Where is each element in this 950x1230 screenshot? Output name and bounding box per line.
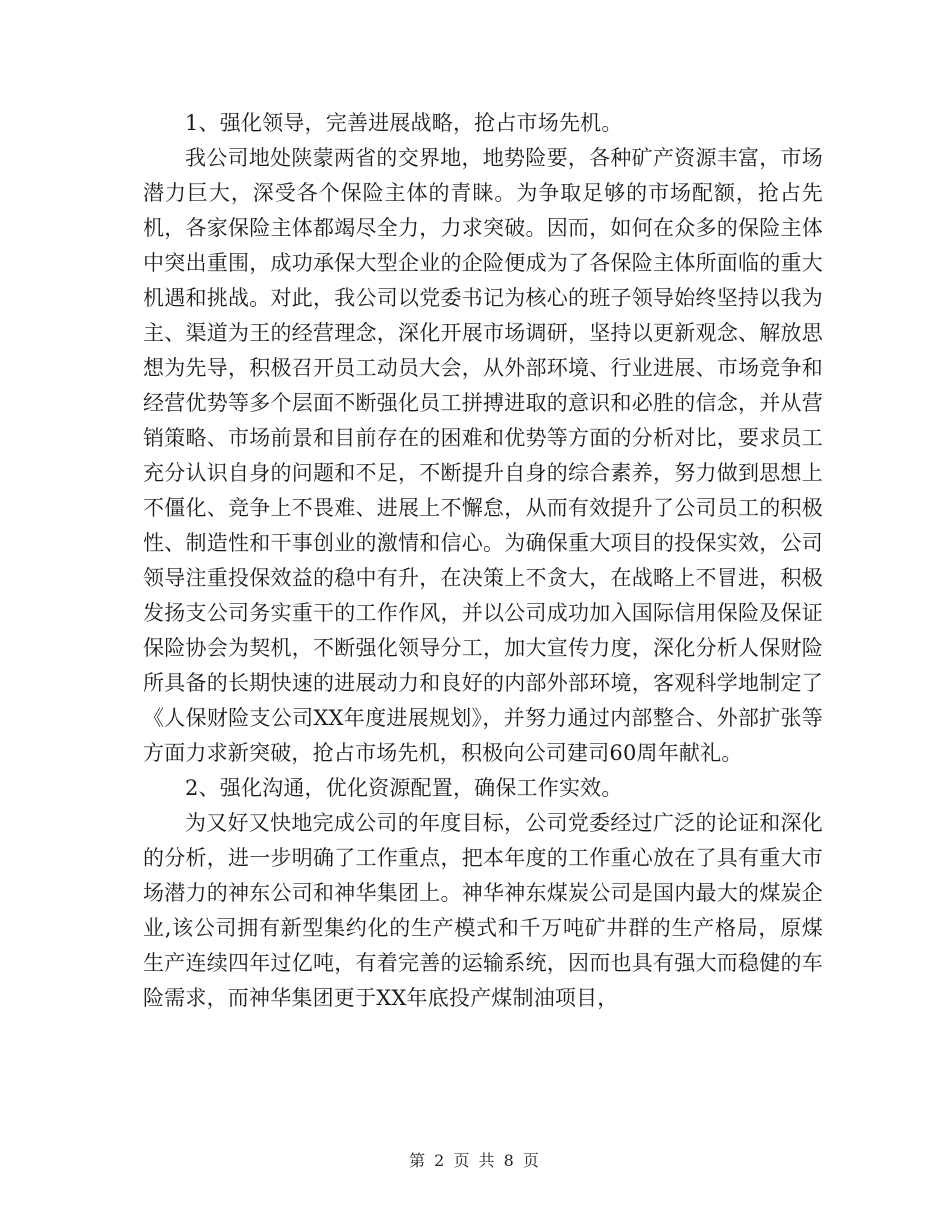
heading-section-2: 2、强化沟通，优化资源配置，确保工作实效。 <box>185 776 623 800</box>
heading-section-1: 1、强化领导，完善进展战略，抢占市场先机。 <box>185 111 623 135</box>
document-body <box>143 106 823 1016</box>
paragraph-section-2: 为又好又快地完成公司的年度目标，公司党委经过广泛的论证和深化的分析，进一步明确了工作重点，把本年度的工作重心放在了具有重大市场潜力的神东公司和神华集团上。神华神东煤炭公司是国内最大的煤炭企业,该公司拥有新型集约化的生产模式和千万吨矿井群的生产格局，原煤生产连续四年过亿吨，有着完善的运输系统，因而也具有强大而稳健的车险需求，而神华集团更于XX年底投产煤制油项目， <box>143 811 823 1010</box>
page-number-footer: 第 2 页 共 8 页 <box>409 1151 541 1170</box>
paragraph-section-1: 我公司地处陕蒙两省的交界地，地势险要，各种矿产资源丰富，市场潜力巨大，深受各个保险主体的青睐。为争取足够的市场配额，抢占先机，各家保险主体都竭尽全力，力求突破。因而，如何在众多的保险主体中突出重围，成功承保大型企业的企险便成为了各保险主体所面临的重大机遇和挑战。对此，我公司以党委书记为核心的班子领导始终坚持以我为主、渠道为王的经营理念，深化开展市场调研，坚持以更新观念、解放思想为先导，积极召开员工动员大会，从外部环境、行业进展、市场竞争和经营优势等多个层面不断强化员工拼搏进取的意识和必胜的信念，并从营销策略、市场前景和目前存在的困难和优势等方面的分析对比，要求员工充分认识自身的问题和不足，不断提升自身的综合素养，努力做到思想上不僵化、竞争上不畏难、进展上不懈怠，从而有效提升了公司员工的积极性、制造性和干事创业的激情和信心。为确保重大项目的投保实效，公司领导注重投保效益的稳中有升，在决策上不贪大，在战略上不冒进，积极发扬支公司务实重干的工作作风，并以公司成功加入国际信用保险及保证保险协会为契机，不断强化领导分工，加大宣传力度，深化分析人保财险所具备的长期快速的进展动力和良好的内部外部环境，客观科学地制定了《人保财险支公司XX年度进展规划》，并努力通过内部整合、外部扩张等方面力求新突破，抢占市场先机，积极向公司建司60周年献礼。 <box>143 146 823 765</box>
